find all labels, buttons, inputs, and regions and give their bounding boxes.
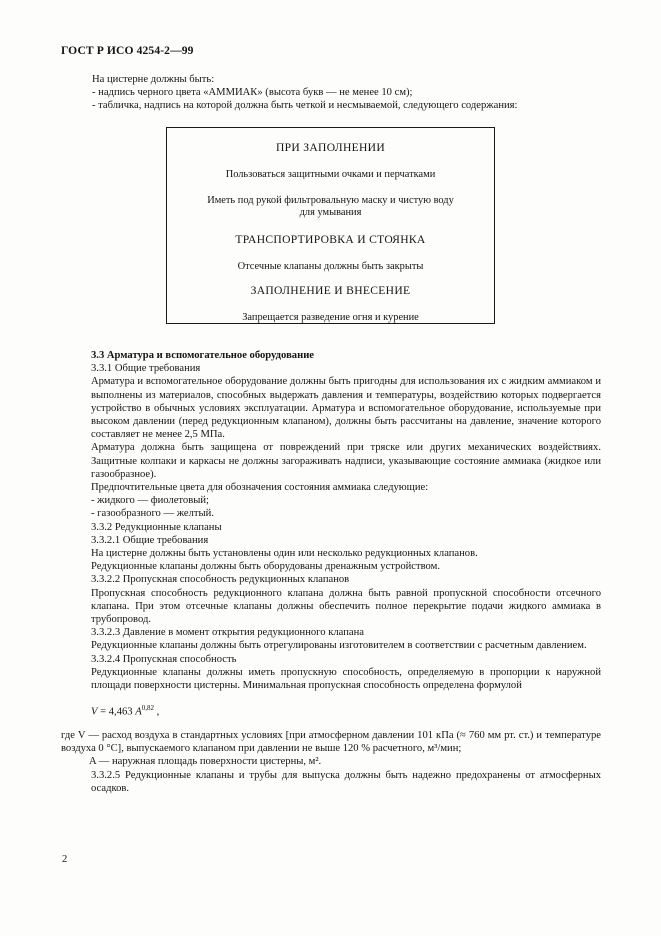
formula-coef: = 4,463	[97, 706, 136, 718]
paragraph: 3.3.2.5 Редукционные клапаны и трубы для выпуска должны быть надежно предохранены от атмосферных осадков.	[91, 769, 601, 794]
formula-var: A	[135, 706, 142, 718]
intro-item: - табличка, надпись на которой должна быть четкой и несмываемой, следующего содержания:	[92, 100, 518, 112]
sign-text-mask-cont: для умывания	[299, 207, 362, 218]
document-header: ГОСТ Р ИСО 4254-2—99	[61, 44, 194, 57]
paragraph: Пропускная способность редукционного клапана должна быть равной пропускной способности отсечного клапана. При этом отсечные клапаны должны обеспечить полное перекрытие подачи жидкого аммиака в трубопровод.	[91, 587, 601, 626]
sign-text-goggles: Пользоваться защитными очками и перчатками	[225, 169, 436, 180]
subsection-heading: 3.3.1 Общие требования	[91, 363, 201, 375]
sign-heading-transport: ТРАНСПОРТИРОВКА И СТОЯНКА	[235, 233, 426, 246]
subsection-heading: 3.3.2.1 Общие требования	[91, 534, 209, 546]
sign-heading-fill-apply: ЗАПОЛНЕНИЕ И ВНЕСЕНИЕ	[250, 284, 411, 297]
paragraph: Предпочтительные цвета для обозначения состояния аммиака следующие:	[91, 482, 429, 494]
paragraph: На цистерне должны быть установлены один или несколько редукционных клапанов.	[91, 548, 478, 560]
subsection-heading: 3.3.2.2 Пропускная способность редукционных клапанов	[91, 574, 350, 586]
formula	[91, 702, 601, 719]
intro-lead: На цистерне должны быть:	[92, 74, 215, 85]
paragraph: Редукционные клапаны должны быть отрегулированы изготовителем в соответствии с расчетным давлением.	[91, 640, 587, 652]
page-number: 2	[62, 854, 68, 865]
paragraph: Редукционные клапаны должны иметь пропускную способность, определяемую в пропорции к наружной площади поверхности цистерны. Минимальная пропускная способность определена формулой	[91, 666, 601, 692]
sign-text-valves: Отсечные клапаны должны быть закрыты	[237, 261, 424, 272]
subsection-heading: 3.3.2.3 Давление в момент открытия редукционного клапана	[91, 627, 364, 639]
formula-lhs: V	[91, 706, 98, 718]
warning-sign-box	[166, 127, 495, 324]
subsection-heading: 3.3.2 Редукционные клапаны	[91, 521, 222, 533]
formula-end: ,	[153, 706, 160, 718]
sign-heading-filling: ПРИ ЗАПОЛНЕНИИ	[275, 141, 386, 154]
sign-text-fire: Запрещается разведение огня и курение	[242, 312, 419, 323]
intro-block	[92, 73, 612, 113]
sign-text-mask: Иметь под рукой фильтровальную маску и чистую воду	[207, 195, 454, 206]
where-definition-a: A — наружная площадь поверхности цистерны, м².	[89, 756, 322, 768]
paragraph: Арматура должна быть защищена от повреждений при тряске или других механических воздействиях. Защитные колпаки и каркасы не должны загораживать надписи, указывающие состояние аммиака (жидкое или газообразное).	[91, 442, 601, 480]
section-heading: 3.3 Арматура и вспомогательное оборудование	[91, 350, 315, 361]
main-text	[61, 349, 601, 795]
list-item: - жидкого — фиолетовый;	[91, 495, 209, 507]
list-item: - газообразного — желтый.	[91, 508, 214, 520]
intro-item: - надпись черного цвета «АММИАК» (высота букв — не менее 10 см);	[92, 87, 413, 99]
subsection-heading: 3.3.2.4 Пропускная способность	[91, 653, 237, 665]
where-definition-v: где V — расход воздуха в стандартных условиях [при атмосферном давлении 101 кПа (≈ 760 мм рт. ст.) и температуре воздуха 0 °С], выпускаемого клапаном при давлении не выше 120 % расчетного, м³/мин;	[61, 730, 601, 755]
formula-exponent: 0,82	[141, 704, 154, 713]
paragraph: Арматура и вспомогательное оборудование должны быть пригодны для использования их с жидким аммиаком и выполнены из материалов, способных выдержать давления и температуры, воздействию которых подвергается устройство в обычных условиях эксплуатации. Арматура и вспомогательное оборудование, используемые при высоком давлении (перед редукционным клапаном), должны быть рассчитаны на давление, значение которого составляет не менее 2,5 МПа.	[91, 376, 601, 441]
paragraph: Редукционные клапаны должны быть оборудованы дренажным устройством.	[91, 561, 441, 573]
